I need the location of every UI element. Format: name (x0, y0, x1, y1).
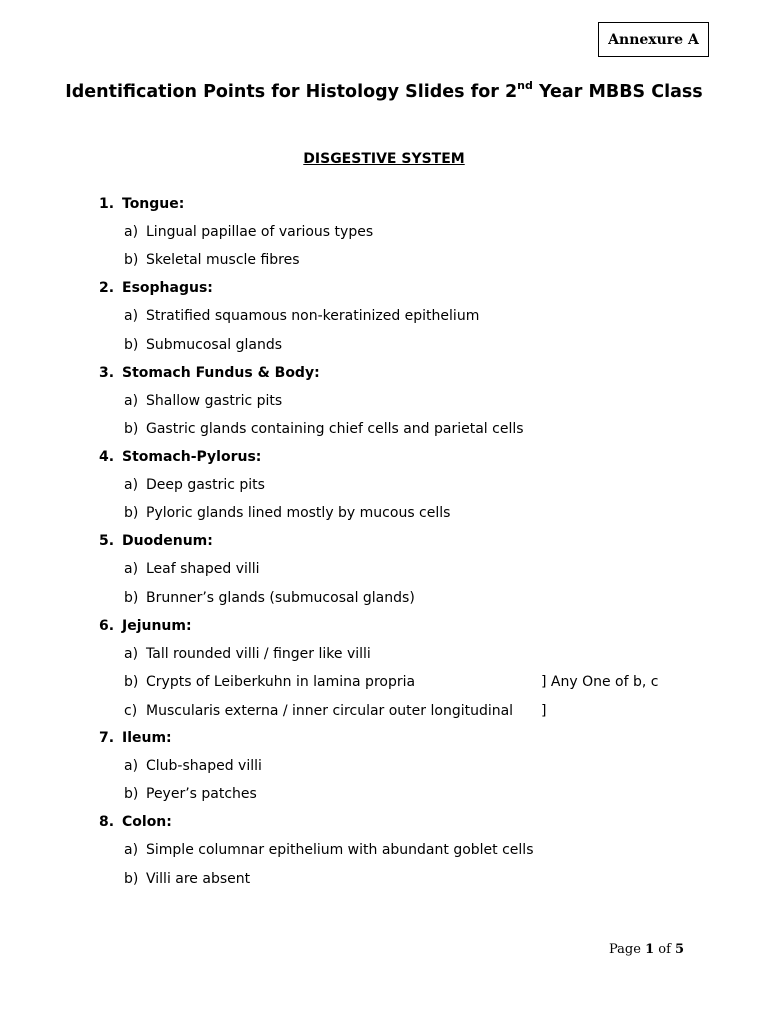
list-item: c) Muscularis externa / inner circular outer longitudinal (124, 703, 514, 719)
topic-esophagus: 2. Esophagus: (99, 280, 213, 296)
topic-jejunum: 6. Jejunum: (99, 618, 192, 634)
annexure-label: Annexure A (598, 22, 709, 57)
list-item: a) Tall rounded villi / finger like villi (124, 646, 371, 662)
topic-stomach-fundus-body: 3. Stomach Fundus & Body: (99, 365, 320, 381)
section-heading: DISGESTIVE SYSTEM (303, 151, 465, 167)
list-item: a) Simple columnar epithelium with abundant goblet cells (124, 842, 534, 858)
topic-stomach-pylorus: 4. Stomach-Pylorus: (99, 449, 262, 465)
page-title: Identification Points for Histology Slides for 2nd Year MBBS Class (65, 79, 703, 102)
topic-ileum: 7. Ileum: (99, 730, 172, 746)
list-item: b) Gastric glands containing chief cells and parietal cells (124, 421, 524, 437)
list-item: b) Peyer’s patches (124, 786, 257, 802)
list-item: a) Lingual papillae of various types (124, 224, 374, 240)
list-item: b) Skeletal muscle fibres (124, 252, 300, 268)
topic-tongue: 1. Tongue: (99, 196, 185, 212)
list-item: b) Brunner’s glands (submucosal glands) (124, 590, 415, 606)
list-item: a) Deep gastric pits (124, 477, 265, 493)
list-item: a) Shallow gastric pits (124, 393, 283, 409)
topic-colon: 8. Colon: (99, 814, 172, 830)
list-item: b) Villi are absent (124, 871, 251, 887)
list-item: a) Stratified squamous non-keratinized epithelium (124, 308, 480, 324)
page-number: Page 1 of 5 (609, 942, 685, 957)
jejunum-note: ] Any One of b, c (541, 674, 659, 690)
title-superscript: nd (517, 79, 533, 92)
list-item: b) Submucosal glands (124, 337, 283, 353)
list-item: b) Pyloric glands lined mostly by mucous cells (124, 505, 451, 521)
topic-duodenum: 5. Duodenum: (99, 533, 213, 549)
jejunum-note-bracket: ] (541, 703, 547, 719)
list-item: a) Leaf shaped villi (124, 561, 260, 577)
list-item: b) Crypts of Leiberkuhn in lamina propria (124, 674, 416, 690)
list-item: a) Club-shaped villi (124, 758, 262, 774)
